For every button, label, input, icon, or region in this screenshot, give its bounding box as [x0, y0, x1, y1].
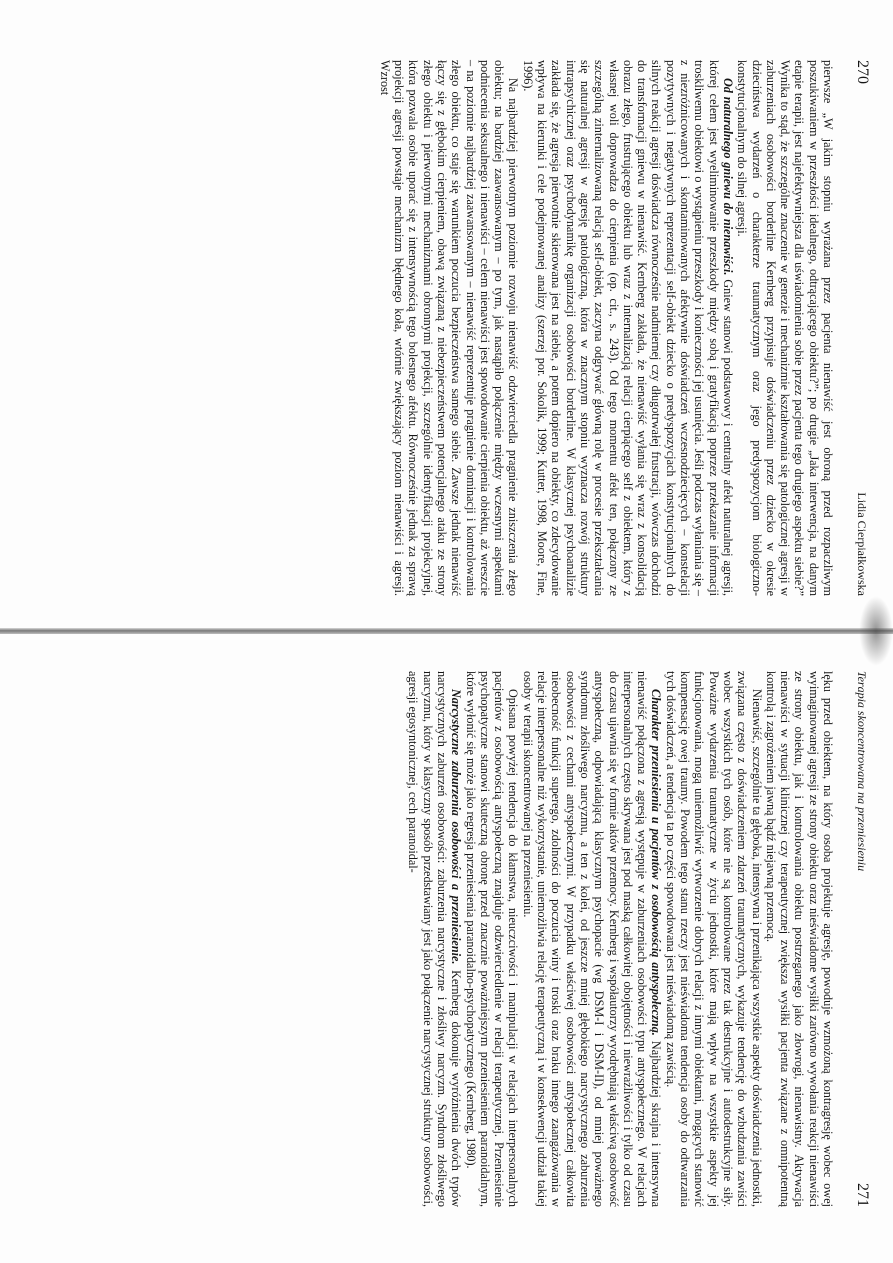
paragraph: Nienawiść, szczególnie ta głęboka, intensywna i przenikająca wszystkie aspekty doświadczenia jednostki, związana często z doświadczeniem zdarzeń traumatycznych, wykazuje tendencję do wzbudzania zawiści wobec wszystkich tych osób, które nie są kontrolowane przez tak destrukcyjne i autodestrukcyjne siły. Poważne wydarzenia traumatyczne w życiu jednostki, które mają wpływ na wszystkie aspekty jej funkcjonowania, mogą uniemożliwić wytworzenie dobrych relacji z innymi obiektami, mogących stanowić kompensację owej traumy. Powodem tego stanu rzeczy jest nieświadoma tendencja osoby do odtwarzania tych doświadczeń, a tendencja ta po części spowodowana jest nieświadomą zawiścią.: [663, 671, 764, 1207]
page-number: 271: [854, 1183, 871, 1207]
body-text: [378, 60, 836, 596]
paragraph-text: Najbardziej skrajna i intensywna nienawiść połączona z agresją występuje w zaburzeniach osobowości typu antyspołecznego. W relacjach interpersonalnych często skrywana jest pod maską całkowitej obojętności i niewrażliwości i tylko od czasu do czasu ujawnia się w formie aktów przemocy. Kernberg i współautorzy wyodrębniają właściwą osobowość antyspołeczną, odpowiadającą klasycznym psychopacie (wg DSM-I i DSM-II), od mniej poważnego syndromu złośliwego narcyzmu, a ten z kolei, od jeszcze mniej głębokiego narcystycznego zaburzenia osobowości z cechami antyspołecznymi. W przypadku właściwej osobowości antyspołecznej całkowita nieobecność funkcji superego, zdolności do poczucia winy i troski oraz braku innego zaangażowania w relacje interpersonalne niż wykorzystanie, uniemożliwia relację terapeutyczną i w konsekwencji udział takiej osoby w terapii skoncentrowanej na przeniesieniu.: [520, 671, 664, 1208]
paragraph-text: Kernberg dokonuje wyróżnienia dwóch typów narcystycznych zaburzeń osobowości: zaburzenia narcystyczne i złośliwy narcyzm. Syndrom złośliwego narcyzmu, który w klasyczny sposób przedstawiany jest jako połączenie narcystycznej struktury osobowości, agresji egosyntonicznej, cech paranoidal-: [406, 671, 464, 1208]
paragraph: Na najbardziej pierwotnym poziomie rozwoju nienawiść odzwierciedla pragnienie zniszczenia złego obiektu; na bardziej zaawansowanym – po tym, jak nastąpiło połączenie między wczesnymi aspektami podniecenia seksualnego i nienawiści – celem nienawiści jest spowodowanie cierpienia obiektu, aż wreszcie – na poziomie najbardziej zaawansowanym – nienawiść reprezentuje pragnienie dominacji i kontrolowania złego obiektu, co staje się warunkiem poczucia bezpieczeństwa samego siebie. Zawsze jednak nienawiść łączy się z głębokim cierpieniem, obawą związaną z niebezpieczeństwem potencjalnego ataku ze strony złego obiektu i pierwotnymi mechanizmami obronnymi projekcji, szczególnie identyfikacji projekcyjnej, która pozwala osobie uporać się z intensywnością tego bolesnego afektu. Równocześnie jednak za sprawą projekcji agresji powstaje mechanizm błędnego koła, wtórnie zwiększający poziom nienawiści i agresji. Wzrost: [377, 60, 521, 596]
page-number: 270: [854, 60, 871, 84]
paragraph: [520, 671, 663, 1207]
paragraph: lęku przed obiektem, na który osoba projektuje agresję, powoduje wzmożoną kontragresję wobec owej wyimaginowanej agresji ze strony obiektu oraz nieświadome wysiłki zarówno wywołania reakcji nienawiści ze strony obiektu, jak i kontrolowania obiektu postrzeganego jako złowrogi, nienawistny. Aktywacja nienawiści w sytuacji klinicznej czy terapeutycznej zwiększa wysiłki pacjenta związane z omnipotentną kontrolą i zagrożeniem jawną bądź niejawną przemocą.: [763, 671, 835, 1207]
left-page: [0, 0, 893, 630]
paragraph: [520, 60, 734, 596]
section-lead: Narcystyczne zaburzenia osobowości a przeniesienie.: [449, 689, 464, 965]
running-head-title: Terapia skoncentrowana na przeniesieniu: [855, 671, 869, 872]
paragraph: Opisana powyżej tendencja do kłamstwa, nieuczciwości i manipulacji w relacjach interpersonalnych pacjentów z osobowością antyspołeczną znajduje odzwierciedlenie w relacji terapeutycznej. Przeniesienie psychopatyczne stanowi skuteczną obronę przed znacznie poważniejszym przeniesieniem paranoidalnym, które wyłonić się może jako regresja przeniesienia paranoidalno-psychopatycznego (Kernberg, 1980).: [463, 671, 521, 1207]
section-lead: Charakter przeniesienia u pacjentów z osobowością antyspołeczną.: [649, 689, 664, 1036]
paragraph: [406, 671, 463, 1207]
paragraph-text: Gniew stanowi podstawowy i centralny afekt naturalnej agresji, której celem jest wyeliminowanie przeszkody między sobą i gratyfikacją poprzez przekazanie informacji troskliwemu obiektowi o wystąpieniu przeszkody i konieczności jej usunięcia. Jeśli podczas wyłaniania się – z niezróżnicowanych i skontaminowanych afektywnie doświadczeń wczesnodziecięcych – konstelacji pozytywnych i negatywnych reprezentacji self-obiekt dziecko o predyspozycjach konstytucjonalnych do silnych reakcji agresji doświadcza równocześnie nadmiernej czy długotrwałej frustracji, wówczas dochodzi do transformacji gniewu w nienawiść. Kernberg zakłada, że nienawiść wyłania się wraz z konsolidacją obrazu złego, frustrującego obiektu lub wraz z internalizacją relacji cierpiącego self z obiektem, który z własnej woli doprowadza do cierpienia (op. cit., s. 243). Od tego momentu afekt ten, połączony ze szczególną zinternalizowaną relacją self-obiekt, zaczyna odgrywać główną rolę w procesie przekształcania się naturalnej agresji w agresję patologiczną, która w znacznym stopniu wyznacza rozwój struktury intrapsychicznej oraz psychodynamikę organizacji osobowości borderline. W klasycznej psychoanalizie zakłada się, że agresja pierwotnie skierowana jest na siebie, a potem dopiero na obiekty, co zdecydowanie wpływa na kierunki i cele podejmowanej analizy (szerzej por. Sokolik, 1999; Kutter, 1998, Moore, Fine, 1996).: [520, 60, 735, 596]
body-text: [406, 671, 835, 1207]
paragraph: pierwsze „W jakim stopniu wyrażana przez pacjenta nienawiść jest obroną przed rozpaczliwym poszukiwaniem w przeszłości idealnego, odtrącającego obiektu?”; po drugie „Jaka interwencja, na danym etapie terapii, jest najefektywniejsza dla uświadomienia sobie przez pacjenta tego drugiego aspektu siebie?” Wynika to stąd, że szczególne znaczenie w genezie i mechanizmie kształtowania się patologicznej agresji w zaburzeniach osobowości borderline Kernberg przypisuje doświadczeniu przez dziecko w okresie dzieciństwa wydarzeń o charakterze traumatycznym oraz jego predyspozycjom biologiczno-konstytucjonalnym do silnej agresji.: [735, 60, 835, 596]
running-head: [849, 671, 871, 1207]
section-lead: Od naturalnego gniewu do nienawiści.: [720, 78, 735, 276]
running-head-author: Lidia Cierpiałkowska: [855, 492, 869, 596]
right-page: [0, 633, 893, 1263]
running-head: [849, 60, 871, 596]
